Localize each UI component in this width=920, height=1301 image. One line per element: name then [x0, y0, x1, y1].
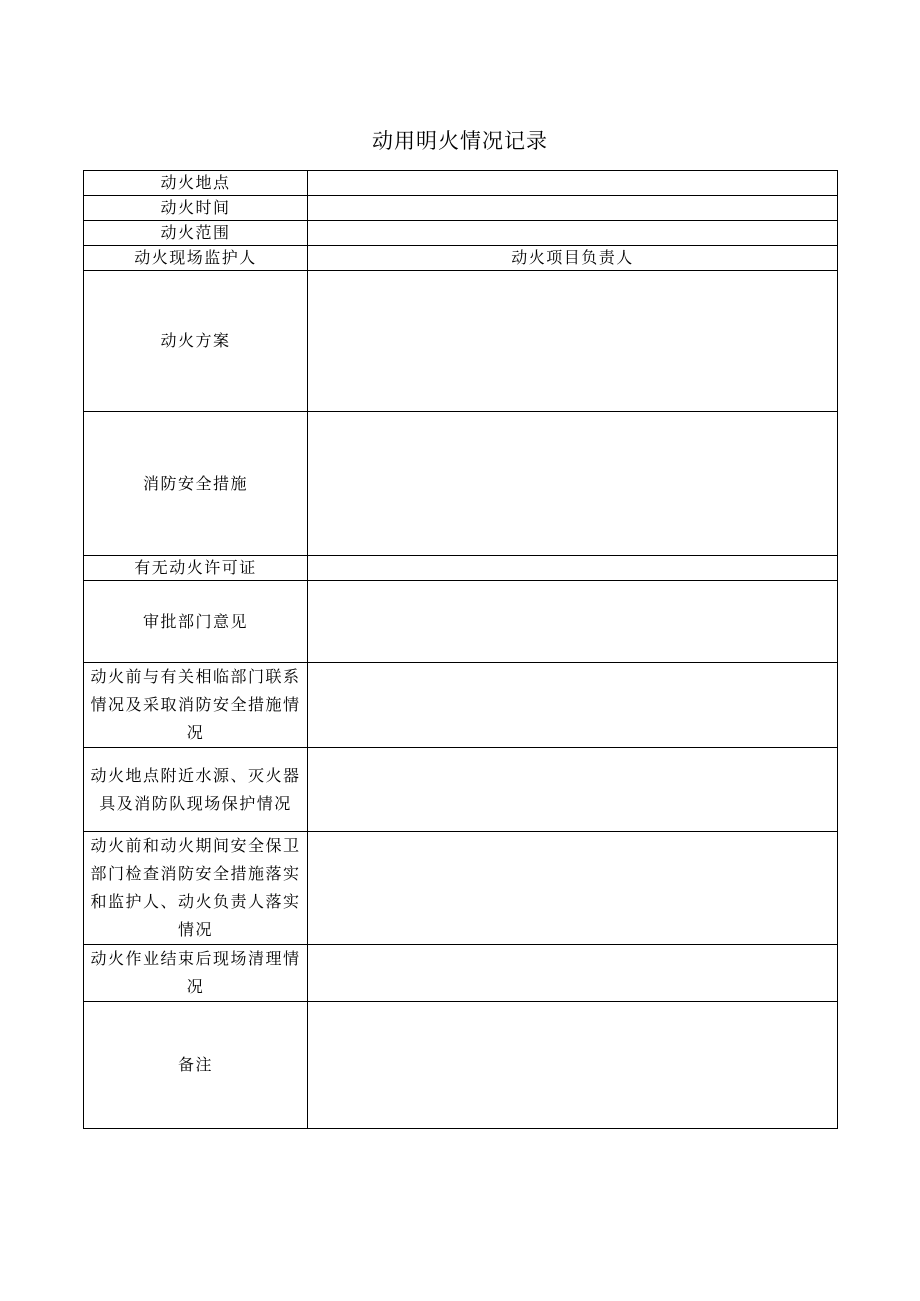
- table-row: [84, 581, 838, 663]
- row-label-project-lead: 动火项目负责人: [308, 246, 838, 271]
- table-row: [84, 171, 838, 196]
- row-label-cleanup: 动火作业结束后现场清理情况: [84, 945, 308, 1002]
- row-label-site-supervisor: 动火现场监护人: [84, 246, 308, 271]
- row-label-location: 动火地点: [84, 171, 308, 196]
- table-row: [84, 663, 838, 748]
- row-label-water-equipment: 动火地点附近水源、灭火器具及消防队现场保护情况: [84, 748, 308, 832]
- table-row: [84, 412, 838, 556]
- table-row: [84, 1002, 838, 1129]
- document-title: 动用明火情况记录: [372, 129, 548, 153]
- row-value-location[interactable]: [308, 171, 838, 196]
- row-value-scope[interactable]: [308, 221, 838, 246]
- row-value-water-equipment[interactable]: [308, 748, 838, 832]
- table-row: [84, 556, 838, 581]
- row-value-safety-measures[interactable]: [308, 412, 838, 556]
- row-label-security-check: 动火前和动火期间安全保卫部门检查消防安全措施落实和监护人、动火负责人落实情况: [84, 832, 308, 945]
- table-row: [84, 246, 838, 271]
- row-label-neighbor-contact: 动火前与有关相临部门联系情况及采取消防安全措施情况: [84, 663, 308, 748]
- row-label-safety-measures: 消防安全措施: [84, 412, 308, 556]
- table-row: [84, 221, 838, 246]
- row-label-remarks: 备注: [84, 1002, 308, 1129]
- table-row: [84, 945, 838, 1002]
- row-value-cleanup[interactable]: [308, 945, 838, 1002]
- row-label-time: 动火时间: [84, 196, 308, 221]
- row-label-approval: 审批部门意见: [84, 581, 308, 663]
- table-row: [84, 196, 838, 221]
- row-value-approval[interactable]: [308, 581, 838, 663]
- row-label-plan: 动火方案: [84, 271, 308, 412]
- row-value-permit[interactable]: [308, 556, 838, 581]
- row-value-plan[interactable]: [308, 271, 838, 412]
- row-value-time[interactable]: [308, 196, 838, 221]
- fire-record-table: [83, 170, 838, 1129]
- row-value-security-check[interactable]: [308, 832, 838, 945]
- row-value-remarks[interactable]: [308, 1002, 838, 1129]
- table-row: [84, 748, 838, 832]
- row-value-neighbor-contact[interactable]: [308, 663, 838, 748]
- table-row: [84, 271, 838, 412]
- row-label-scope: 动火范围: [84, 221, 308, 246]
- table-row: [84, 832, 838, 945]
- row-label-permit: 有无动火许可证: [84, 556, 308, 581]
